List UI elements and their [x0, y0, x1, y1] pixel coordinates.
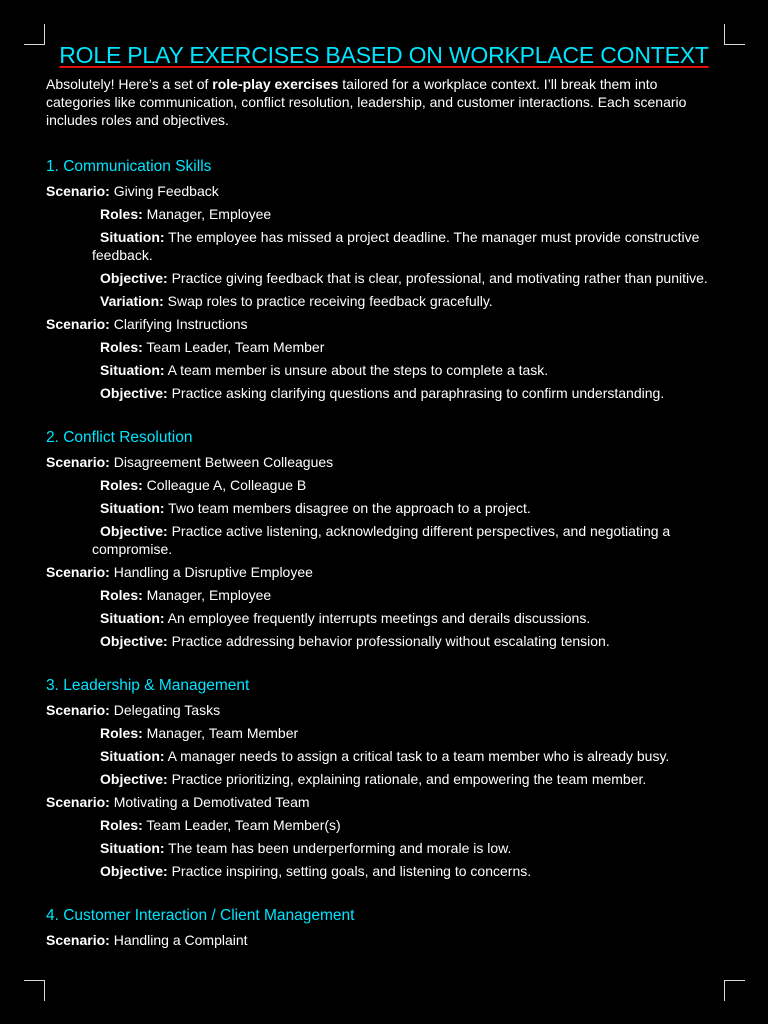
intro-bold-term: role-play exercises	[212, 76, 339, 92]
section	[46, 157, 722, 402]
detail-label: Situation:	[100, 840, 165, 856]
scenario-label: Scenario:	[46, 454, 110, 470]
detail-situation	[46, 499, 722, 517]
detail-label: Objective:	[100, 771, 168, 787]
detail-label: Situation:	[100, 229, 165, 245]
section	[46, 428, 722, 650]
detail-text: Team Leader, Team Member	[142, 339, 325, 355]
detail-variation	[46, 292, 722, 310]
scenario-line	[46, 931, 722, 949]
detail-roles	[46, 338, 722, 356]
detail-situation	[46, 361, 722, 379]
detail-roles	[46, 816, 722, 834]
detail-text: Manager, Team Member	[142, 725, 299, 741]
detail-objective	[46, 269, 722, 287]
detail-text: Practice addressing behavior professionally without escalating tension.	[167, 633, 610, 649]
detail-roles	[46, 205, 722, 223]
scenario-line	[46, 315, 722, 333]
detail-label: Roles:	[100, 817, 143, 833]
detail-label: Situation:	[100, 748, 165, 764]
detail-situation	[46, 747, 722, 765]
scenario-details	[46, 816, 722, 880]
detail-text: A team member is unsure about the steps to complete a task.	[164, 362, 549, 378]
scenario-name: Motivating a Demotivated Team	[109, 794, 310, 810]
detail-label: Objective:	[100, 270, 168, 286]
section-title: 2. Conflict Resolution	[46, 429, 193, 446]
detail-text: An employee frequently interrupts meetings and derails discussions.	[164, 610, 591, 626]
detail-text: Colleague A, Colleague B	[142, 477, 307, 493]
detail-label: Roles:	[100, 587, 143, 603]
intro-text-start: Absolutely! Here’s a set of	[46, 76, 213, 92]
detail-objective	[46, 632, 722, 650]
detail-label: Situation:	[100, 362, 165, 378]
detail-text: Two team members disagree on the approach to a project.	[164, 500, 531, 516]
scenario-line	[46, 701, 722, 719]
scenario-details	[46, 724, 722, 788]
detail-roles	[46, 586, 722, 604]
scenario-name: Handling a Disruptive Employee	[109, 564, 313, 580]
scenario-details	[46, 586, 722, 650]
detail-label: Objective:	[100, 863, 168, 879]
detail-label: Variation:	[100, 293, 164, 309]
scenario-details	[46, 476, 722, 558]
corner-mark-bottom-right	[724, 980, 745, 1001]
scenario-name: Disagreement Between Colleagues	[109, 454, 334, 470]
section-title: 3. Leadership & Management	[46, 677, 250, 694]
detail-label: Situation:	[100, 500, 165, 516]
scenario-line	[46, 453, 722, 471]
detail-text: Practice active listening, acknowledging different perspectives, and negotiating a compromise.	[92, 523, 671, 557]
scenario-details	[46, 205, 722, 310]
scenario-name: Clarifying Instructions	[109, 316, 248, 332]
detail-text: Manager, Employee	[142, 587, 272, 603]
detail-label: Situation:	[100, 610, 165, 626]
scenario-line	[46, 563, 722, 581]
intro-paragraph	[46, 75, 722, 129]
detail-objective	[46, 522, 722, 558]
scenario-label: Scenario:	[46, 932, 110, 948]
detail-text: The team has been underperforming and morale is low.	[164, 840, 512, 856]
detail-objective	[46, 384, 722, 402]
scenario-label: Scenario:	[46, 316, 110, 332]
detail-text: Team Leader, Team Member(s)	[142, 817, 341, 833]
section	[46, 676, 722, 880]
section-title: 4. Customer Interaction / Client Management	[46, 907, 355, 924]
detail-roles	[46, 476, 722, 494]
document-page	[46, 42, 722, 975]
detail-situation	[46, 228, 722, 264]
scenario-label: Scenario:	[46, 794, 110, 810]
corner-mark-top-left	[24, 24, 45, 45]
section-title: 1. Communication Skills	[46, 158, 212, 175]
detail-objective	[46, 770, 722, 788]
detail-text: The employee has missed a project deadline. The manager must provide constructive feedback.	[92, 229, 700, 263]
scenario-name: Giving Feedback	[109, 183, 219, 199]
detail-label: Roles:	[100, 206, 143, 222]
detail-text: A manager needs to assign a critical task to a team member who is already busy.	[164, 748, 670, 764]
scenario-name: Handling a Complaint	[109, 932, 248, 948]
detail-text: Practice giving feedback that is clear, professional, and motivating rather than punitive.	[167, 270, 708, 286]
detail-text: Swap roles to practice receiving feedback gracefully.	[163, 293, 493, 309]
detail-label: Roles:	[100, 725, 143, 741]
detail-text: Manager, Employee	[142, 206, 272, 222]
scenario-label: Scenario:	[46, 183, 110, 199]
sections-container	[46, 157, 722, 949]
detail-text: Practice inspiring, setting goals, and listening to concerns.	[167, 863, 532, 879]
scenario-label: Scenario:	[46, 564, 110, 580]
scenario-details	[46, 338, 722, 402]
detail-label: Objective:	[100, 633, 168, 649]
corner-mark-top-right	[724, 24, 745, 45]
detail-situation	[46, 609, 722, 627]
detail-label: Objective:	[100, 385, 168, 401]
detail-label: Roles:	[100, 477, 143, 493]
detail-roles	[46, 724, 722, 742]
page-title: ROLE PLAY EXERCISES BASED ON WORKPLACE CONTEXT	[59, 42, 709, 68]
scenario-line	[46, 793, 722, 811]
scenario-name: Delegating Tasks	[109, 702, 221, 718]
scenario-label: Scenario:	[46, 702, 110, 718]
intro-text-end: tailored for a workplace context. I’ll break them into categories like communication, conflict resolution, leadership, and customer interactions. Each scenario includes roles and objectives.	[46, 76, 687, 128]
scenario-line	[46, 182, 722, 200]
detail-label: Objective:	[100, 523, 168, 539]
detail-situation	[46, 839, 722, 857]
detail-text: Practice prioritizing, explaining rationale, and empowering the team member.	[167, 771, 647, 787]
detail-objective	[46, 862, 722, 880]
section	[46, 906, 722, 949]
detail-label: Roles:	[100, 339, 143, 355]
detail-text: Practice asking clarifying questions and paraphrasing to confirm understanding.	[167, 385, 665, 401]
corner-mark-bottom-left	[24, 980, 45, 1001]
